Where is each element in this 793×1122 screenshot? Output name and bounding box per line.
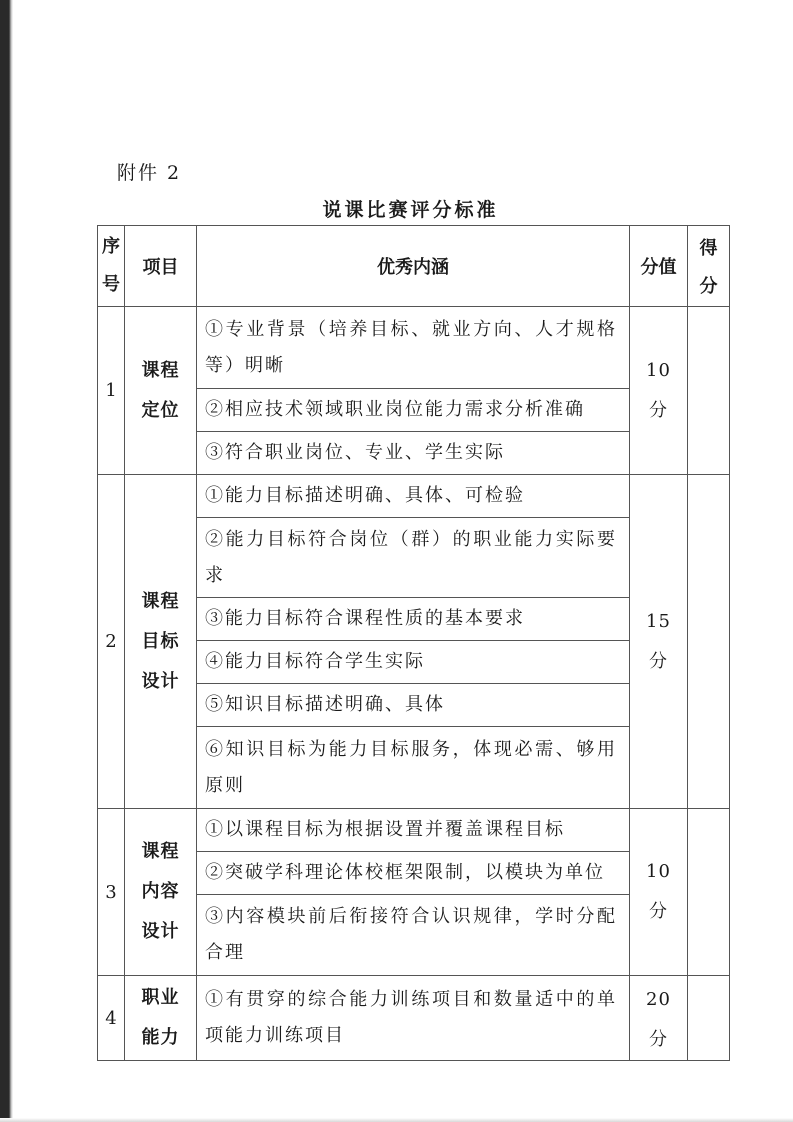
attachment-label: 附件 2 [117, 162, 182, 184]
document-title: 说课比赛评分标准 [322, 199, 499, 221]
header-row [98, 226, 730, 307]
scoring-criteria-table [97, 225, 730, 1061]
header-score [688, 226, 730, 307]
criterion: ②突破学科理论体校框架限制，以模块为单位 [197, 852, 630, 895]
criterion: ⑤知识目标描述明确、具体 [197, 684, 630, 727]
section-number: 4 [98, 976, 125, 1061]
section-item: 课程 内容 设计 [125, 809, 197, 976]
criterion: ③符合职业岗位、专业、学生实际 [197, 432, 630, 475]
scan-edge [0, 0, 13, 1122]
criterion: ③能力目标符合课程性质的基本要求 [197, 598, 630, 641]
section-item: 课程 目标 设计 [125, 475, 197, 809]
criterion: ①专业背景（培养目标、就业方向、人才规格等）明晰 [197, 307, 630, 389]
criterion: ②能力目标符合岗位（群）的职业能力实际要求 [197, 518, 630, 598]
header-score-line2: 分 [699, 276, 718, 297]
section-number: 2 [98, 475, 125, 809]
section-number: 3 [98, 809, 125, 976]
score-cell [688, 809, 730, 976]
section-item: 课程 定位 [125, 307, 197, 475]
table-row [98, 976, 730, 1061]
header-item: 项目 [125, 226, 197, 307]
header-score-line1: 得 [699, 238, 718, 259]
criterion: ⑥知识目标为能力目标服务，体现必需、够用原则 [197, 727, 630, 809]
header-seq-line1: 序 [102, 236, 120, 257]
scan-edge-bottom [0, 1118, 793, 1122]
criterion: ③内容模块前后衔接符合认识规律，学时分配合理 [197, 895, 630, 976]
section-points: 10 分 [630, 307, 688, 475]
section-number: 1 [98, 307, 125, 475]
score-cell [688, 475, 730, 809]
score-cell [688, 307, 730, 475]
section-points: 15 分 [630, 475, 688, 809]
table-row [98, 307, 730, 389]
criterion: ①以课程目标为根据设置并覆盖课程目标 [197, 809, 630, 852]
header-seq [98, 226, 125, 307]
table-row [98, 809, 730, 852]
criterion: ①能力目标描述明确、具体、可检验 [197, 475, 630, 518]
score-cell [688, 976, 730, 1061]
table-row [98, 475, 730, 518]
header-content: 优秀内涵 [197, 226, 630, 307]
criterion: ④能力目标符合学生实际 [197, 641, 630, 684]
header-points: 分值 [630, 226, 688, 307]
header-seq-line2: 号 [102, 274, 120, 295]
section-points: 20 分 [630, 976, 688, 1061]
criterion: ①有贯穿的综合能力训练项目和数量适中的单项能力训练项目 [197, 976, 630, 1061]
section-item: 职业 能力 [125, 976, 197, 1061]
section-points: 10 分 [630, 809, 688, 976]
criterion: ②相应技术领域职业岗位能力需求分析准确 [197, 389, 630, 432]
